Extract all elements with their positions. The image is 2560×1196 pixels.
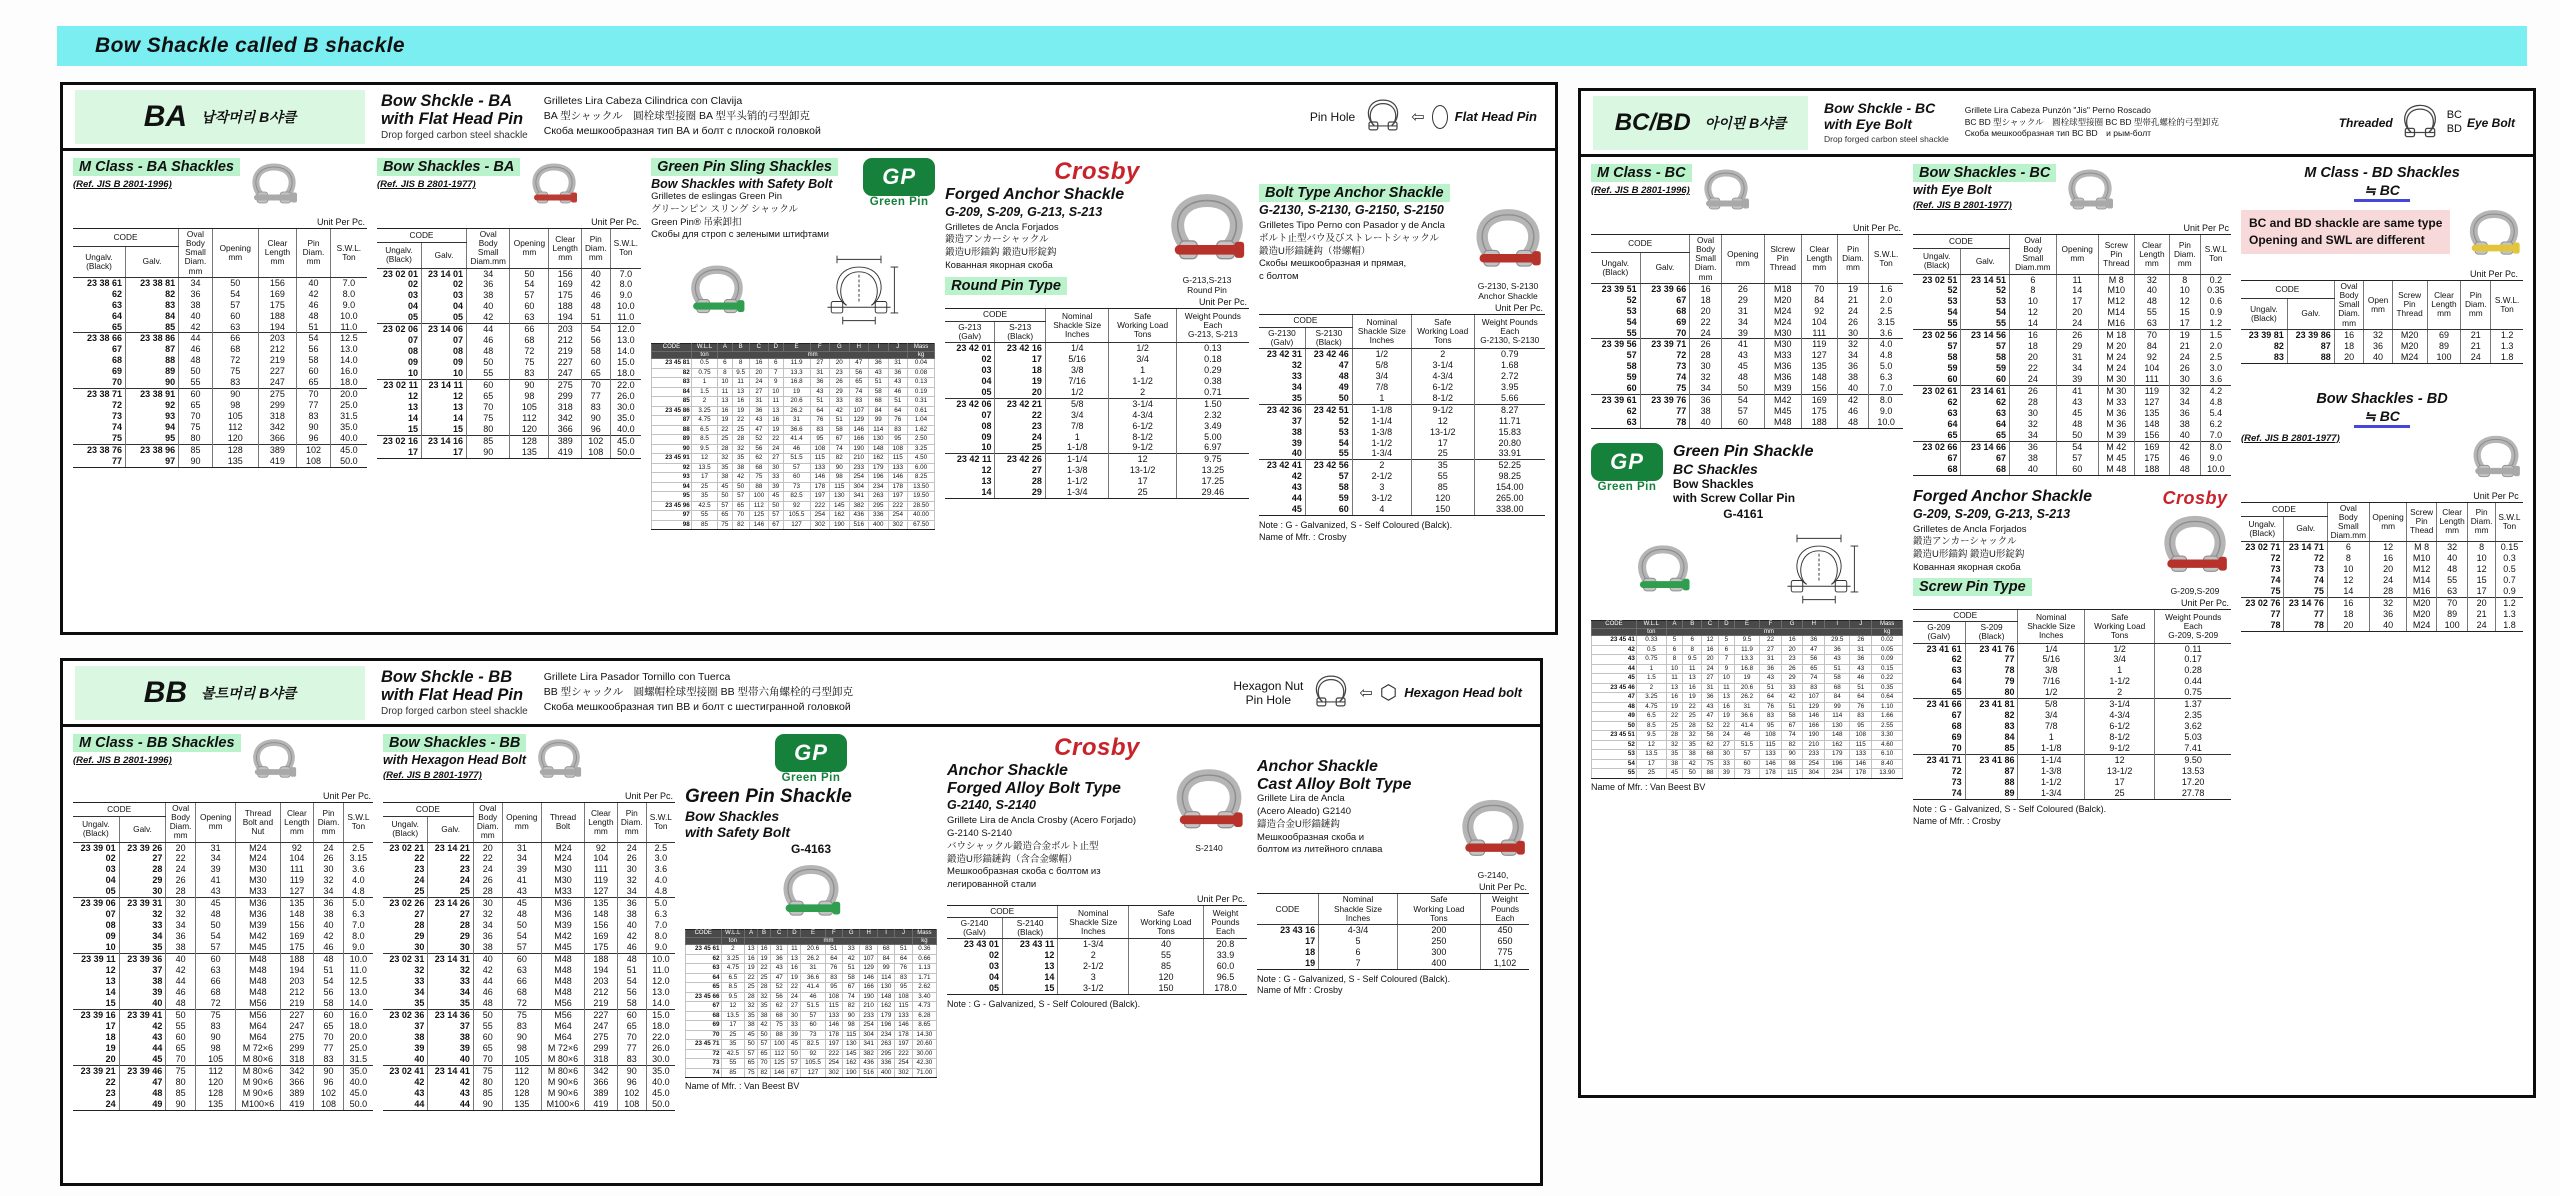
crosby-lang-es: Grilletes Tipo Perno con Pasador y de Ancla <box>1259 220 1445 231</box>
gp-lang-ru: Скобы для строп с зелеными штифтами <box>651 229 829 241</box>
bcbd-korean-name: 아이핀 B샤클 <box>1704 114 1787 131</box>
gp-logo-letters: GP <box>794 740 828 765</box>
flat-pin-icon <box>1432 105 1448 129</box>
section-title: Bow Shackles - BD <box>2316 390 2448 407</box>
bb-body <box>63 727 1540 1118</box>
crosby-lang-es2: (Acero Aleado) G2140 <box>1257 806 1352 817</box>
crosby-shackle-photo <box>2159 568 2231 585</box>
section-title: M Class - BA Shackles <box>73 158 240 176</box>
galvanized-note <box>1259 520 1545 543</box>
crosby-lang-cn: 鍛造U形錨鈎 鍛造U形錠鈎 <box>1913 549 2025 561</box>
spec-table: CODE Nominal Shackle Size Inches Safe Working Load Tons Weight Pounds Each G-209, S-209 G-209 (Galv) S-209 (Black) 23 41 61 23 41 76 1/4 1/2 0.11 62 77 5/16 3/4 0.17 63 78 3/8 1 0.28 64 79 7/16 1-1/2 0.44 65 80 1/2 2 0.75 23 41 66 23 41 81 5/8 3-1/4 1.37 67 82 3/4 4-3/4 2.35 68 83 7/8 6-1/2 3.62 69 84 1 8-1/2 5.03 70 85 1-1/8 9-1/2 7.41 23 41 71 23 41 86 1-1/4 12 9.50 72 87 1-3/8 13-1/2 13.53 73 88 1-1/2 17 17.20 74 89 1-3/4 25 27.78 <box>1913 609 2231 800</box>
ba-crosby-roundpin-block <box>945 158 1249 499</box>
photo-caption: G-213,S-213 <box>1182 275 1232 285</box>
section-subtitle: Bow Shackles with Safety Bolt <box>651 177 833 191</box>
green-pin-shackle-photo <box>686 259 748 326</box>
manufacturer-note: Name of Mfr. : Van Beest BV <box>1591 781 1706 792</box>
threaded-label: Threaded <box>2338 115 2393 130</box>
gp-logo-name: Green Pin <box>1597 481 1657 494</box>
green-pin-sub1: Bow Shackles <box>685 808 780 824</box>
bcbd-subtitle: Drop forged carbon steel shackle <box>1824 134 1949 145</box>
crosby-lang-cn: 鍛造U形錨鏈鈎（含合金螺帽） <box>947 853 1078 865</box>
hex-label2: Pin Hole <box>1245 692 1292 707</box>
ref-standard: (Ref. JIS B 2801-1977) <box>383 770 482 781</box>
crosby-lang-jp: バウシャックル鍛造合金ボルト止型 <box>947 840 1099 852</box>
bb-bow-block <box>383 734 675 1111</box>
spec-table: CODE Nominal Shackle Size Inches Safe Working Load Tons Weight Pounds Each G-213, S-213 G-213 (Galv) S-213 (Black) 23 42 01 23 42 16 1/4 1/2 0.13 02 17 5/16 3/4 0.18 03 18 3/8 1 0.29 04 19 7/16 1-1/2 0.38 05 20 1/2 2 0.71 23 42 06 23 42 21 5/8 3-1/4 1.50 07 22 3/4 4-3/4 2.32 08 23 7/8 6-1/2 3.49 09 24 1 8-1/2 5.00 10 25 1-1/8 9-1/2 6.97 23 42 11 23 42 26 1-1/4 12 9.75 12 27 1-3/8 13-1/2 13.25 13 28 1-1/2 17 17.25 14 29 1-3/4 25 29.46 <box>945 308 1249 499</box>
green-pin-title: Green Pin Shackle <box>685 786 852 807</box>
eye-bolt-label: Eye Bolt <box>2466 115 2515 130</box>
ref-standard: (Ref. JIS B 2801-1996) <box>1591 185 1690 196</box>
crosby-lang-es: Grilletes de Ancla Forjados <box>945 221 1059 233</box>
crosby-lang-ru2: легированной стали <box>947 879 1037 891</box>
ba-subtitle: Drop forged carbon steel shackle <box>381 130 528 142</box>
bb-crosby-cast-block <box>1257 734 1529 997</box>
spec-table: CODE Oval Body Small Diam.mm Opening mm Screw Pin Thead Clear Length mm Pin Diam. mm S.W.L Ton Ungalv. (Black) Galv. 23 02 71 23 14 71 6 12 M 8 32 8 0.15 72 72 8 16 M10 40 10 0.3 73 73 10 20 M12 48 12 0.5 74 74 12 24 M14 55 15 0.7 75 75 14 28 M16 63 17 0.9 23 02 76 23 14 76 16 32 M20 70 20 1.2 77 77 18 36 M20 89 21 1.3 78 78 20 40 M24 100 24 1.8 <box>2241 502 2523 632</box>
crosby-lang-ru: Кованная якорная скоба <box>1913 561 2021 573</box>
unit-label: Unit Per Pc. <box>2180 598 2229 609</box>
bb-crosby-forged-block <box>947 734 1247 1011</box>
crosby-lang-ru: Скобы мешкообразная и прямая, <box>1259 258 1407 270</box>
pin-hole-label: Pin Hole <box>1309 109 1356 124</box>
green-pin-shackle-photo <box>1633 539 1693 604</box>
gp-logo-name: Green Pin <box>869 196 929 208</box>
crosby-models: G-209, S-209, G-213, S-213 <box>945 204 1103 219</box>
ba-title2: with Flat Head Pin <box>381 110 524 128</box>
crosby-shackle-photo <box>1165 257 1249 274</box>
bb-languages <box>544 670 853 714</box>
unit-label: Unit Per Pc <box>2183 223 2229 233</box>
ba-lang-es: Grilletes Lira Cabeza Cilindrica con Clavija <box>543 95 743 108</box>
crosby-lang-ru: Кованная якорная скоба <box>945 260 1053 272</box>
ba-lang-ru: Скоба мешкообразная тип ВА и болт с плоской головкой <box>543 124 821 137</box>
arrow-left-icon: ⇦ <box>1411 108 1425 126</box>
dimension-diagram <box>1777 525 1861 618</box>
green-pin-logo <box>863 158 935 196</box>
bow-bb-table <box>383 802 675 1111</box>
green-pin-sub1: BC Shackles <box>1673 461 1758 478</box>
manufacturer-note: Name of Mfr. : Van Beest BV <box>685 1081 800 1092</box>
manufacturer-note: Name of Mfr. : Crosby <box>1913 815 2001 826</box>
crosby-title2: Forged Alloy Bolt Type <box>947 779 1121 797</box>
mclass-bc-table <box>1591 234 1903 429</box>
bcbd-body <box>1581 157 2533 834</box>
gp-lang-jp: グリーンピン スリング シャックル <box>651 203 799 215</box>
crosby-lang-cn: 鑄造合金U形錨鏈鈎 <box>1257 818 1340 830</box>
photo-caption2: Round Pin <box>1187 285 1227 296</box>
dimension-diagram <box>817 246 901 339</box>
photo-caption: G-2140, <box>1477 870 1509 881</box>
spec-table: CODE W.L.L A B C D E F G H I J Mass ton mm kg 23 45 61 2 13 16 31 11 20.6 51 33 83 68 51 0.36 62 3.25 16 19 36 13 26.2 64 42 107 84 64 0.66 63 4.75 19 22 43 16 31 76 51 129 99 76 1.13 64 6.5 22 25 47 19 36.6 83 58 146 114 83 1.71 65 8.5 25 28 52 22 41.4 95 67 166 130 95 2.62 23 45 66 9.5 28 32 56 24 46 108 74 190 148 108 3.40 67 12 32 35 62 27 51.5 115 82 210 162 115 4.73 68 13.5 35 38 68 30 57 133 90 233 179 133 6.28 69 17 38 42 75 33 60 146 98 254 196 146 8.65 70 25 45 50 88 39 73 178 115 304 234 178 14.30 23 45 71 35 50 57 100 45 82.5 197 130 341 263 197 20.60 72 42.5 57 65 112 50 92 222 145 382 295 222 30.00 73 55 65 70 125 57 105.5 254 162 436 336 254 42.30 74 85 75 82 146 67 127 302 190 516 400 302 71.00 <box>685 929 937 1078</box>
model-number: G-4161 <box>1723 507 1764 522</box>
page-banner <box>57 26 2527 66</box>
crosby-bolt-shackle-photo <box>1471 263 1545 280</box>
bb-code: BB <box>143 675 188 709</box>
ref-standard: (Ref. JIS B 2801-1977) <box>2241 432 2340 444</box>
note-line1: Note : G - Galvanized, S - Self Coloured (Balck). <box>1913 804 2107 815</box>
bcbd-lang-jp-cn: BC BD 型シャックル 圓栓球型接圈 BC BD 型帯孔螺栓的弓型卸克 <box>1964 116 2219 127</box>
unit-label: Unit Per Pc. <box>1494 303 1543 314</box>
section-title: Green Pin Sling Shackles <box>651 158 838 176</box>
bow-ba-table <box>377 228 641 459</box>
bb-title-block <box>381 668 528 718</box>
hexagon-head-bolt-label: Hexagon Head bolt <box>1404 685 1522 700</box>
crosby-models: G-2130, S-2130, G-2150, S-2150 <box>1259 203 1444 217</box>
bb-greenpin-block <box>685 734 937 1091</box>
crosby-lang-jp: ボルト止型バウ及びストレートシャックル <box>1259 232 1440 244</box>
bb-lang-jp-cn: BB 型シャックル 圓螺帽栓球型接圈 BB 型帯六角螺栓的弓型卸克 <box>543 686 853 699</box>
crosby-title: Forged Anchor Shackle <box>945 186 1125 203</box>
bow-bd-table <box>2241 502 2523 632</box>
note-line1: Note : G - Galvanized, S - Self Coloured (Balck). <box>1257 973 1451 984</box>
green-pin-logo <box>1591 443 1663 481</box>
ba-title: Bow Shckle - BA <box>381 91 513 110</box>
bcbd-code-box <box>1593 96 1808 150</box>
bc-mclass-column <box>1591 164 1903 792</box>
gp-logo-letters: GP <box>1610 449 1644 475</box>
shackle-photo <box>248 158 300 215</box>
g213-table <box>945 308 1249 499</box>
crosby-lang-es: Grilletes de Ancla Forjados <box>1913 523 2027 535</box>
crosby-title1: Anchor Shackle <box>947 762 1068 779</box>
shackle-outline-icon <box>2398 99 2442 146</box>
section-title: Bow Shackles - BC <box>1913 164 2056 182</box>
mclass-bb-table <box>73 802 373 1111</box>
hexagon-icon: ⬡ <box>1379 682 1398 704</box>
gp-logo-name: Green Pin <box>781 772 841 784</box>
spec-table: CODE Oval Body Small Diam. mm Opening mm Clear Length mm Pin Diam. mm S.W.L. Ton Ungalv. (Black) Galv. 23 38 61 23 38 81 34 50 156 40 7.0 62 82 36 54 169 42 8.0 63 83 38 57 175 46 9.0 64 84 40 60 188 48 10.0 65 85 42 63 194 51 11.0 23 38 66 23 38 86 44 66 203 54 12.5 67 87 46 68 212 56 13.0 68 88 48 72 219 58 14.0 69 89 50 75 227 60 16.0 70 90 55 83 247 65 18.0 23 38 71 23 38 91 60 90 275 70 20.0 72 92 65 98 299 77 25.0 73 93 70 105 318 83 31.5 74 94 75 112 342 90 35.0 75 95 80 120 366 96 40.0 23 38 76 23 38 96 85 128 389 102 45.0 77 97 90 135 419 108 50.0 <box>73 228 367 468</box>
g209-table <box>1913 609 2231 800</box>
section-subtitle: with Eye Bolt <box>1913 183 1992 197</box>
model-number: G-4163 <box>790 842 832 856</box>
ba-bow-block <box>377 158 641 459</box>
bb-pin-diagram <box>1233 670 1528 715</box>
green-pin-shackle-photo <box>685 858 937 929</box>
green-pin-sub3: with Screw Collar Pin <box>1673 491 1796 506</box>
crosby-models: G-2140, S-2140 <box>947 798 1036 813</box>
bcbd-title2: with Eye Bolt <box>1824 115 1912 132</box>
ba-korean-name: 납작머리 B샤클 <box>201 108 297 125</box>
crosby-title1: Anchor Shackle <box>1257 758 1378 775</box>
green-pin-sling-table <box>651 343 935 530</box>
section-title: M Class - BD Shackles <box>2304 165 2460 181</box>
ba-lang-jp-cn: BA 型シャックル 圓栓球型接圈 BA 型平头销的弓型卸克 <box>543 110 810 123</box>
bcbd-pin-diagram <box>2339 99 2521 146</box>
ref-standard: (Ref. JIS B 2801-1977) <box>376 179 476 190</box>
bb-subtitle: Drop forged carbon steel shackle <box>381 706 528 718</box>
ba-header <box>63 85 1555 151</box>
unit-label: Unit Per Pc. <box>322 791 371 801</box>
ref-standard: (Ref. JIS B 2801-1996) <box>73 755 172 766</box>
gp-logo-letters: GP <box>882 164 917 189</box>
g2140-forged-table <box>947 905 1247 995</box>
approx-bc-label: ≒ BC <box>2354 408 2410 428</box>
mclass-bd-table <box>2241 280 2523 364</box>
unit-label: Unit Per Pc <box>2473 490 2519 501</box>
crosby-title: Forged Anchor Shackle <box>1913 487 2092 505</box>
bcbd-code: BC/BD <box>1614 108 1691 136</box>
ba-crosby-bolttype-block <box>1259 158 1545 544</box>
panel-bb <box>60 658 1543 1186</box>
unit-label: Unit Per Pc. <box>316 217 365 227</box>
crosby-cast-shackle-photo <box>1457 852 1529 869</box>
photo-caption2: Anchor Shackle <box>1478 291 1538 302</box>
ba-languages <box>544 94 821 138</box>
bc-label: BC <box>2446 109 2462 122</box>
manufacturer-note: Name of Mfr : Crosby <box>1257 985 1343 996</box>
approx-bc-label: ≒ BC <box>2354 182 2410 202</box>
bcbd-languages <box>1965 105 2219 141</box>
unit-label: Unit Per Pc. <box>1198 297 1247 308</box>
ba-code: BA <box>143 99 188 133</box>
crosby-lang-es: Grillete Lira de Ancla <box>1257 793 1345 805</box>
unit-label: Unit Per Pc. <box>1478 882 1527 893</box>
bd-column <box>2241 164 2523 632</box>
section-title: M Class - BC <box>1591 164 1692 182</box>
photo-caption: G-2130, S-2130 <box>1477 281 1539 291</box>
shackle-photo-red-pin <box>528 158 580 215</box>
section-title: Bolt Type Anchor Shackle <box>1259 184 1450 202</box>
photo-caption: S-2140 <box>1195 843 1223 853</box>
g4163-table <box>685 929 937 1078</box>
ref-standard: (Ref. JIS B 2801-1977) <box>1913 200 2012 211</box>
bb-header <box>63 661 1540 727</box>
crosby-lang-models: G-2140 S-2140 <box>947 828 1012 839</box>
unit-label: Unit Per Pc. <box>1196 894 1245 905</box>
bb-lang-es: Grillete Lira Pasador Tornillo con Tuerca <box>543 671 731 684</box>
crosby-models: G-209, S-209, G-213, S-213 <box>1913 506 2071 521</box>
bd-note-box <box>2241 210 2450 254</box>
ba-body <box>63 151 1555 551</box>
shackle-photo <box>2469 471 2523 488</box>
crosby-lang-es: Grillete Lira de Ancla Crosby (Acero Forjado) <box>947 815 1137 827</box>
bow-bc-table <box>1913 234 2231 476</box>
spec-table: CODE Oval Body Small Diam. mm Open mm Screw Pin Thread Clear Length mm Pin Diam. mm S.W.L. Ton Ungalv. (Black) Galv. 23 39 81 23 39 86 16 32 M20 69 21 1.2 82 87 18 36 M20 89 21 1.3 83 88 20 40 M24 100 24 1.8 <box>2241 280 2523 364</box>
flat-head-pin-label: Flat Head Pin <box>1454 109 1537 124</box>
bb-mclass-block <box>73 734 373 1111</box>
bcbd-lang-ru: Скоба мешкообразная тип ВС BD и рым-болт <box>1964 128 2152 139</box>
section-title: Bow Shackles - BB <box>383 734 526 752</box>
ba-pin-diagram <box>1310 94 1543 139</box>
galvanized-note <box>1257 974 1529 997</box>
bc-bow-column <box>1913 164 2231 827</box>
spec-table: CODE W.L.L A B C D E F G H I J Mass ton mm kg 23 45 81 0.5 6 8 16 6 11.9 27 20 47 36 31 0.04 82 0.75 8 9.5 20 7 13.3 31 23 56 43 36 0.08 83 1 10 11 24 9 16.8 36 26 65 51 43 0.13 84 1.5 11 13 27 10 19 43 29 74 58 46 0.19 85 2 13 16 31 11 20.6 51 33 83 68 51 0.31 23 45 86 3.25 16 19 36 13 26.2 64 42 107 84 64 0.61 87 4.75 19 22 43 16 31 76 51 129 99 76 1.04 88 6.5 22 25 47 19 36.6 83 58 146 114 83 1.62 89 8.5 25 28 52 22 41.4 95 67 166 130 95 2.50 90 9.5 28 32 56 24 46 108 74 190 148 108 3.25 23 45 91 12 32 35 62 27 51.5 115 82 210 162 115 4.50 92 13.5 35 38 68 30 57 133 90 233 179 133 6.00 93 17 38 42 75 33 60 146 98 254 196 146 8.25 94 25 45 50 88 39 73 178 115 304 234 178 13.50 95 35 50 57 100 45 82.5 197 130 341 263 197 19.50 23 45 96 42.5 57 65 112 50 92 222 145 382 295 222 28.50 97 55 65 70 125 57 105.5 254 162 436 336 254 40.00 98 85 75 82 146 67 127 302 190 516 400 302 67.50 <box>651 343 935 530</box>
note-line1: Note : G - Galvanized, S - Self Coloured (Balck). <box>1259 520 1453 531</box>
crosby-title2: Cast Alloy Bolt Type <box>1257 775 1412 793</box>
mclass-ba-table <box>73 228 367 468</box>
gp-lang-cn: Green Pin® 吊索卸扣 <box>651 216 742 228</box>
green-pin-title: Green Pin Shackle <box>1673 443 1814 461</box>
bcbd-header <box>1581 91 2533 157</box>
crosby-lang-ru2: болтом из литейного сплава <box>1257 844 1383 856</box>
unit-label: Unit Per Pc. <box>591 217 640 227</box>
bd-note-line2: Opening and SWL are different <box>2249 232 2425 247</box>
ref-standard: (Ref. JIS B 2801-1996) <box>73 179 172 190</box>
bb-title: Bow Shckle - BB <box>381 667 513 686</box>
shackle-photo <box>1700 164 1752 221</box>
shackle-outline-icon <box>1310 670 1352 715</box>
crosby-lang-ru2: с болтом <box>1259 271 1299 283</box>
galvanized-note <box>1913 804 2231 827</box>
spec-table: CODE Nominal Shackle Size Inches Safe Working Load Tons Weight Pounds Each G-2140 (Galv) S-2140 (Black) 23 43 01 23 43 11 1-3/4 40 20.8 02 12 2 55 33.9 03 13 2-1/2 85 60.0 04 14 3 120 96.5 05 15 3-1/2 150 178.0 <box>947 905 1247 995</box>
unit-label: Unit Per Pc. <box>624 791 673 801</box>
panel-bcbd <box>1578 88 2536 1098</box>
page-title: Bow Shackle called B shackle <box>95 34 406 57</box>
bb-korean-name: 볼트머리 B샤클 <box>201 684 297 701</box>
arrow-left-icon: ⇦ <box>1359 684 1373 702</box>
crosby-lang-cn: 鍛造U形錨鏈鈎（帯螺帽） <box>1259 245 1371 257</box>
spec-table: CODE Oval Body Diam. mm Opening mm Thread Bolt Clear Length mm Pin Diam. mm S.W.L Ton Ungalv. (Black) Galv. 23 02 21 23 14 21 20 31 M24 92 24 2.5 22 22 22 34 M24 104 26 3.0 23 23 24 39 M30 111 30 3.6 24 24 26 41 M30 119 32 4.0 25 25 28 43 M33 127 34 4.8 23 02 26 23 14 26 30 45 M36 135 36 5.0 27 27 32 48 M36 148 38 6.3 28 28 34 50 M39 156 40 7.0 29 29 36 54 M42 169 42 8.0 30 30 38 57 M45 175 46 9.0 23 02 31 23 14 31 40 60 M48 188 48 10.0 32 32 42 63 M48 194 51 11.0 33 33 44 66 M48 203 54 12.0 34 34 46 68 M48 212 56 13.0 35 35 48 72 M56 219 58 14.0 23 02 36 23 14 36 50 75 M56 227 60 15.0 37 37 55 83 M64 247 65 18.0 38 38 60 90 M64 275 70 22.0 39 39 65 98 M 72×6 299 77 26.0 40 40 70 105 M 80×6 318 83 30.0 23 02 41 23 14 41 75 112 M 80×6 342 90 35.0 42 42 80 120 M 90×6 366 96 40.0 43 43 85 128 M 90×6 389 102 45.0 44 44 90 135 M100×6 419 108 50.0 <box>383 802 675 1111</box>
spec-table: CODE Oval Body Diam. mm Opening mm Thread Bolt and Nut Clear Length mm Pin Diam. mm S.W.L Ton Ungalv. (Black) Galv. 23 39 01 23 39 26 20 31 M24 92 24 2.5 02 27 22 34 M24 104 26 3.15 03 28 24 39 M30 111 30 3.6 04 29 26 41 M30 119 32 4.0 05 30 28 43 M33 127 34 4.8 23 39 06 23 39 31 30 45 M36 135 36 5.0 07 32 32 48 M36 148 38 6.3 08 33 34 50 M39 156 40 7.0 09 34 36 54 M42 169 42 8.0 10 35 38 57 M45 175 46 9.0 23 39 11 23 39 36 40 60 M48 188 48 10.0 12 37 42 63 M48 194 51 11.0 13 38 44 66 M48 203 54 12.5 14 39 46 68 M48 212 56 13.0 15 40 48 72 M56 219 58 14.0 23 39 16 23 39 41 50 75 M56 227 60 16.0 17 42 55 83 M64 247 65 18.0 18 43 60 90 M64 275 70 20.0 19 44 65 98 M 72×6 299 77 25.0 20 45 70 105 M 80×6 318 83 31.5 23 39 21 23 39 46 75 112 M 80×6 342 90 35.0 22 47 80 120 M 90×6 366 96 40.0 23 48 85 128 M 90×6 389 102 45.0 24 49 90 135 M100×6 419 108 50.0 <box>73 802 373 1111</box>
spec-table: CODE W.L.L A B C D E F G H I J Mass ton mm kg 23 45 41 0.33 5 6 12 5 9.5 22 16 36 29.5 26 0.02 42 0.5 6 8 16 6 11.9 27 20 47 36 31 0.05 43 0.75 8 9.5 20 7 13.3 31 23 56 43 36 0.09 44 1 10 11 24 9 16.8 36 26 65 51 43 0.15 45 1.5 11 13 27 10 19 43 29 74 58 46 0.22 23 45 46 2 13 16 31 11 20.6 51 33 83 68 51 0.35 47 3.25 16 19 36 13 26.2 64 42 107 84 64 0.64 48 4.75 19 22 43 16 31 76 51 129 99 76 1.10 49 6.5 22 25 47 19 36.6 83 58 146 114 83 1.66 50 8.5 25 28 52 22 41.4 95 67 166 130 95 2.55 23 45 51 9.5 28 32 56 24 46 108 74 190 148 108 3.30 52 12 32 35 62 27 51.5 115 82 210 162 115 4.60 53 13.5 35 38 68 30 57 133 90 233 179 133 6.10 54 17 38 42 75 33 60 146 98 254 196 146 8.40 55 25 45 50 88 39 73 178 115 304 234 178 13.90 <box>1591 620 1903 779</box>
spec-table: CODE Nominal Shackle Size Inches Safe Working Load Tons Weight Pounds Each G-2130, S-2130 G-2130 (Galv) S-2130 (Black) 23 42 31 23 42 46 1/2 2 0.79 32 47 5/8 3-1/4 1.68 33 48 3/4 4-3/4 2.72 34 49 7/8 6-1/2 3.95 35 50 1 8-1/2 5.66 23 42 36 23 42 51 1-1/8 9-1/2 8.27 37 52 1-1/4 12 11.71 38 53 1-3/8 13-1/2 15.83 39 54 1-1/2 17 20.80 40 55 1-3/4 25 33.91 23 42 41 23 42 56 2 35 52.25 42 57 2-1/2 55 98.25 43 58 3 85 154.00 44 59 3-1/2 120 265.00 45 60 4 150 338.00 <box>1259 314 1545 516</box>
bb-code-box <box>75 666 365 720</box>
section-title: Bow Shackles - BA <box>377 158 520 176</box>
round-pin-type-label: Round Pin Type <box>945 277 1067 295</box>
bb-title2: with Flat Head Pin <box>381 686 524 704</box>
green-pin-sub2: Bow Shackles <box>1673 477 1754 492</box>
crosby-lang-ru: Мешкообразная скоба и <box>1257 831 1365 843</box>
shackle-outline-icon <box>1362 94 1404 139</box>
bcbd-title-block <box>1824 101 1949 144</box>
hex-label1: Hexagon Nut <box>1233 678 1304 693</box>
section-subtitle: with Hexagon Head Bolt <box>383 753 527 767</box>
shackle-photo <box>2064 164 2116 221</box>
photo-caption: G-209,S-209 <box>2170 585 2220 596</box>
section-title: M Class - BB Shackles <box>73 734 241 752</box>
ba-greenpin-block <box>651 158 935 530</box>
galvanized-note: Note : G - Galvanized, S - Self Coloured (Balck). <box>947 999 1141 1010</box>
g4161-table <box>1591 620 1903 779</box>
shackle-photo <box>249 734 299 789</box>
crosby-lang-jp: 鍛造アンカーシャックル <box>1913 536 2017 548</box>
crosby-lang-ru: Мешкообразная скоба с болтом из <box>947 866 1101 878</box>
crosby-lang-cn: 鍛造U形錨鈎 鍛造U形錠鈎 <box>945 247 1057 259</box>
unit-label: Unit Per Pc. <box>2469 269 2518 279</box>
gp-lang-es: Grilletes de eslingas Green Pin <box>651 191 783 202</box>
g2130-table <box>1259 314 1545 516</box>
hexagon-nut-label <box>1233 679 1303 707</box>
bcbd-lang-es: Grillete Lira Cabeza Punzón "Jis" Perno Roscado <box>1964 104 2151 115</box>
ba-mclass-block <box>73 158 367 468</box>
bcbd-type-labels <box>2447 109 2462 135</box>
ba-title-block <box>381 92 528 142</box>
manufacturer-note: Name of Mfr. : Crosby <box>1259 531 1347 542</box>
spec-table: CODE Nominal Shackle Size Inches Safe Working Load Tons Weight Pounds Each 23 43 16 4-3/4 200 450 17 5 250 650 18 6 300 775 19 7 400 1,102 <box>1257 893 1529 969</box>
crosby-logo: Crosby <box>2162 487 2228 508</box>
bb-lang-ru: Скоба мешкообразная тип ВВ и болт с шестигранной головкой <box>543 700 851 713</box>
crosby-lang-jp: 鍛造アンカーシャックル <box>945 234 1049 246</box>
bd-note-line1: BC and BD shackle are same type <box>2249 216 2443 230</box>
spec-table: CODE Oval Body Small Diam.mm Opening mm Screw Pin Thread Clear Length mm Pin Diam. mm S.W.L Ton Ungalv. (Black) Galv. 23 02 51 23 14 51 6 11 M 8 32 8 0.2 52 52 8 14 M10 40 10 0.35 53 53 10 17 M12 48 12 0.6 54 54 12 20 M14 55 15 0.9 55 55 14 24 M16 63 17 1.2 23 02 56 23 14 56 16 26 M 18 70 19 1.5 57 57 18 29 M 20 84 21 2.0 58 58 20 31 M 24 92 24 2.5 59 59 22 34 M 24 104 26 3.0 60 60 24 39 M 30 111 30 3.6 23 02 61 23 14 61 26 41 M 30 119 32 4.2 62 62 28 43 M 33 127 34 4.8 63 63 30 45 M 36 135 36 5.4 64 64 32 48 M 36 148 38 6.2 65 65 34 50 M 39 156 40 7.0 23 02 66 23 14 66 36 54 M 42 169 42 8.0 67 67 38 57 M 45 175 46 9.0 68 68 40 60 M 48 188 48 10.0 <box>1913 234 2231 476</box>
bd-label: BD <box>2446 122 2462 135</box>
bd-shackle-photo <box>2465 249 2523 266</box>
green-pin-sub2: with Safety Bolt <box>685 824 791 840</box>
panel-ba <box>60 82 1558 635</box>
crosby-logo: Crosby <box>1054 734 1140 761</box>
bcbd-title: Bow Shckle - BC <box>1824 99 1936 116</box>
green-pin-logo <box>775 734 847 772</box>
ba-code-box <box>75 90 365 144</box>
spec-table: CODE Oval Body Small Diam.mm Opening mm Clear Length mm Pin Diam. mm S.W.L. Ton Ungalv. (Black) Galv. 23 02 01 23 14 01 34 50 156 40 7.0 02 02 36 54 169 42 8.0 03 03 38 57 175 46 9.0 04 04 40 60 188 48 10.0 05 05 42 63 194 51 11.0 23 02 06 23 14 06 44 66 203 54 12.0 07 07 46 68 212 56 13.0 08 08 48 72 219 58 14.0 09 09 50 75 227 60 15.0 10 10 55 83 247 65 18.0 23 02 11 23 14 11 60 90 275 70 22.0 12 12 65 98 299 77 26.0 13 13 70 105 318 83 30.0 14 14 75 112 342 90 35.0 15 15 80 120 366 96 40.0 23 02 16 23 14 16 85 128 389 102 45.0 17 17 90 135 419 108 50.0 <box>377 228 641 459</box>
crosby-logo: Crosby <box>1054 158 1140 185</box>
screw-pin-type-label: Screw Pin Type <box>1913 578 2032 596</box>
spec-table: CODE Oval Body Small Diam. mm Opening mm Slcrew Pin Thread Clear Length mm Pin Diam. mm S.W.L. Ton Ungalv. (Black) Galv. 23 39 51 23 39 66 16 26 M18 70 19 1.6 52 67 18 29 M20 84 21 2.0 53 68 20 31 M24 92 24 2.5 54 69 22 34 M24 104 26 3.15 55 70 24 39 M30 111 30 3.6 23 39 56 23 39 71 26 41 M30 119 32 4.0 57 72 28 43 M33 127 34 4.8 58 73 30 45 M36 135 36 5.0 59 74 32 48 M36 148 38 6.3 60 75 34 50 M39 156 40 7.0 23 39 61 23 39 76 36 54 M42 169 42 8.0 62 77 38 57 M45 175 46 9.0 63 78 40 60 M48 188 48 10.0 <box>1591 234 1903 429</box>
g2140-cast-table <box>1257 893 1529 969</box>
unit-label: Unit Per Pc. <box>1852 223 1901 233</box>
crosby-shackle-photo <box>1171 825 1247 842</box>
shackle-photo <box>534 734 584 789</box>
